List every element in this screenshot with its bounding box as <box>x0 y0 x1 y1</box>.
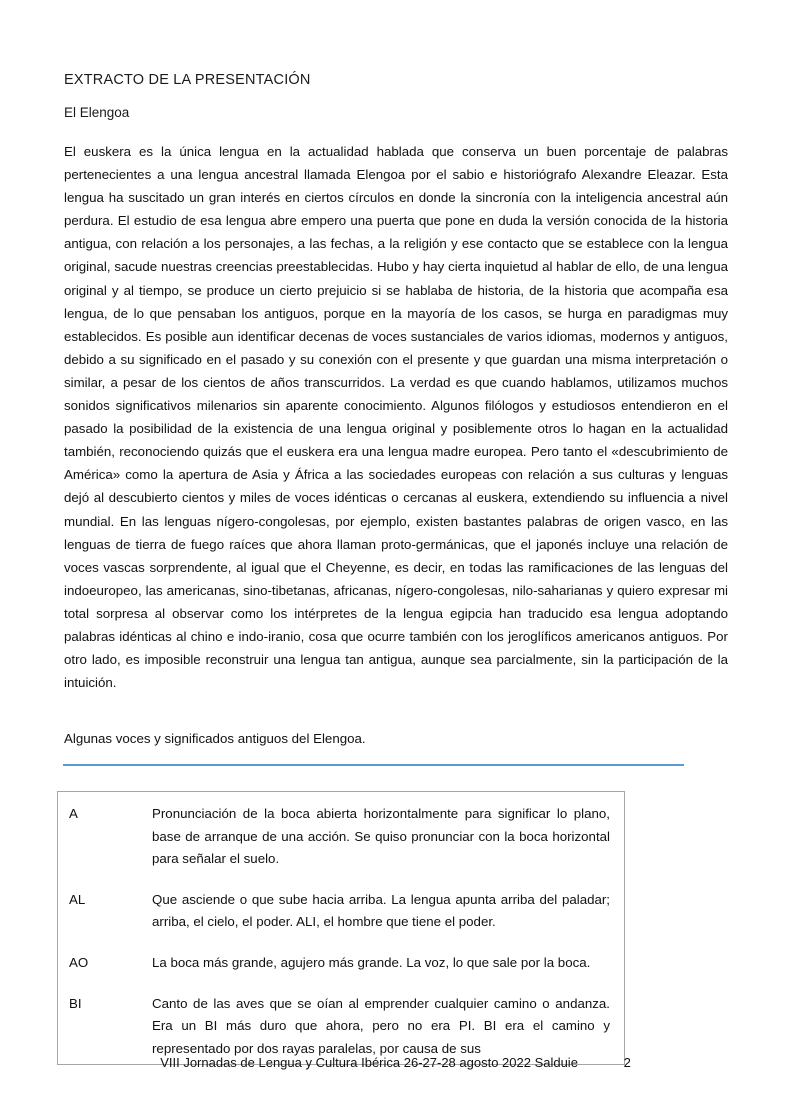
glossary-term: AO <box>69 954 89 970</box>
table-row <box>58 792 624 880</box>
table-caption: Algunas voces y significados antiguos del Elengoa. <box>64 731 366 746</box>
page-footer <box>0 1055 791 1070</box>
glossary-table <box>57 791 625 1065</box>
glossary-definition: La boca más grande, agujero más grande. La voz, lo que sale por la boca. <box>152 954 591 970</box>
body-paragraph: El euskera es la única lengua en la actualidad hablada que conserva un buen porcentaje de palabras pertenecientes a una lengua ancestral llamada Elengoa por el sabio e historiógrafo Alexandre Eleazar. Esta lengua ha suscitado un gran interés en ciertos círculos en donde la sincronía con la inteligencia ancestral aún perdura. El estudio de esa lengua abre empero una puerta que pone en duda la versión conocida de la historia antigua, con relación a los personajes, a las fechas, a la religión y ese contacto que se establece con la lengua original, sacude nuestras creencias preestablecidas. Hubo y hay cierta inquietud al hablar de ello, de una lengua original y al tiempo, se produce un cierto prejuicio si se hablaba de historia, de la historia que acompaña esa lengua, de lo que pensaban los antiguos, porque en la mayoría de los casos, se hurga en paradigmas muy establecidos. Es posible aun identificar decenas de voces sustanciales de varios idiomas, modernos y antiguos, debido a su significado en el pasado y su conexión con el presente y que guardan una misma interpretación o similar, a pesar de los cientos de años transcurridos. La verdad es que cuando hablamos, utilizamos muchos sonidos significativos milenarios sin aparente conocimiento. Algunos filólogos y estudiosos entendieron en el pasado la posibilidad de la existencia de una lengua original y posiblemente otros lo hagan en la actualidad también, reconociendo quizás que el euskera era una lengua madre europea. Pero tanto el «descubrimiento de América» como la apertura de Asia y África a las sociedades europeas con relación a sus culturas y lenguas dejó al descubierto cientos y miles de voces idénticas o cercanas al euskera, extendiendo su influencia a nivel mundial. En las lenguas nígero-congolesas, por ejemplo, existen bastantes palabras de origen vasco, en las lenguas de tierra de fuego raíces que ahora llaman proto-germánicas, que el japonés incluye una relación de voces vascas sorprendente, al igual que el Cheyenne, es decir, en todas las ramificaciones de las lenguas del indoeuropeo, las americanas, sino-tibetanas, africanas, nígero-congolesas, nilo-saharianas y quiero expresar mi total sorpresa al observar como los intérpretes de la lengua egipcia han traducido esa lengua adoptando palabras idénticas al chino e indo-iranio, cosa que ocurre también con los jeroglíficos americanos antiguos. Por otro lado, es imposible reconstruir una lengua tan antigua, aunque sea parcialmente, sin la participación de la intuición. <box>64 144 728 691</box>
glossary-definition: Canto de las aves que se oían al emprender cualquier camino o andanza. Era un BI más duro que ahora, pero no era PI. BI era el camino y representado por dos rayas paralelas, por causa de sus <box>152 995 610 1056</box>
page-title: EXTRACTO DE LA PRESENTACIÓN <box>64 72 311 88</box>
table-row <box>58 880 624 943</box>
glossary-term: A <box>69 806 78 821</box>
footer-text: VIII Jornadas de Lengua y Cultura Ibérica 26-27-28 agosto 2022 Salduie <box>160 1055 578 1070</box>
glossary-table-body <box>58 792 624 1064</box>
glossary-definition: Pronunciación de la boca abierta horizontalmente para significar lo plano, base de arranque de una acción. Se quiso pronunciar con la boca horizontal para señalar el suelo. <box>152 806 610 867</box>
glossary-definition: Que asciende o que sube hacia arriba. La lengua apunta arriba del paladar; arriba, el cielo, el poder. ALI, el hombre que tiene el poder. <box>152 891 610 930</box>
table-row <box>58 943 624 984</box>
glossary-term: BI <box>69 995 82 1011</box>
page-number: 2 <box>623 1055 631 1070</box>
horizontal-rule <box>63 764 684 766</box>
glossary-term: AL <box>69 891 86 907</box>
section-heading: El Elengoa <box>64 105 130 120</box>
table-row <box>58 984 624 1065</box>
